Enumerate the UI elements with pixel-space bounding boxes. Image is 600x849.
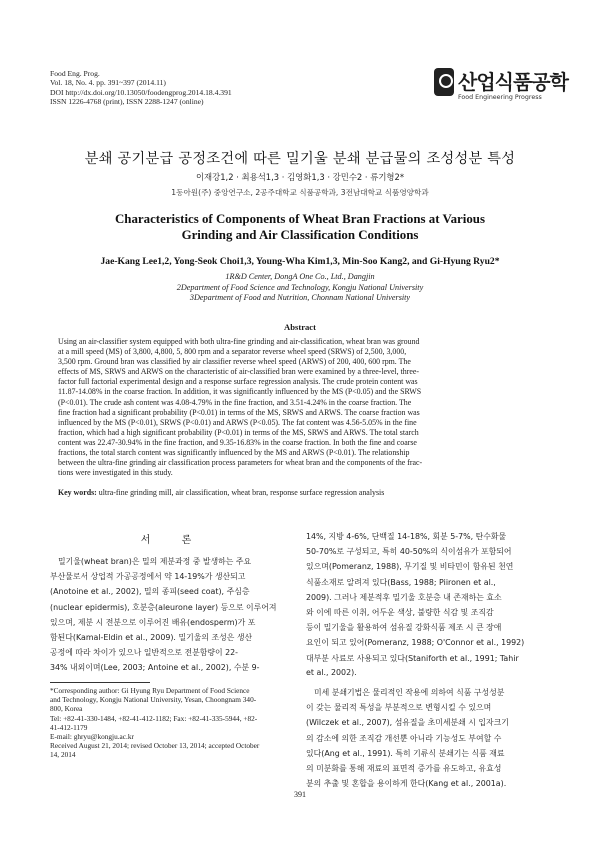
journal-meta xyxy=(50,69,232,107)
paragraph-line: 있으며(Pomeranz, 1988), 무기질 및 비타민이 함유된 천연 xyxy=(306,562,514,572)
abstract-line: 3,500 rpm. Ground bran was classified by air classifier reverse wheel speed (ARWS) of 200, 400, 600 rpm. The xyxy=(58,357,411,367)
abstract-line: between the ultra-fine grinding air classification process parameters for wheat bran and the components of the frac- xyxy=(58,458,423,468)
title-line: Characteristics of Components of Wheat Bran Fractions at Various xyxy=(115,212,485,226)
journal-issn: ISSN 1226-4768 (print), ISSN 2288-1247 (online) xyxy=(50,97,204,107)
affiliation-line: 3Department of Food and Nutrition, Chonnam National University xyxy=(189,293,411,303)
paragraph-line: 부산물로서 상업적 가공공정에서 약 14-19%가 생산되고 xyxy=(50,572,246,582)
page-number: 391 xyxy=(294,790,306,799)
paragraph-line: 식품소재로 알려져 있다(Bass, 1988; Piironen et al., xyxy=(306,577,496,587)
section-heading-introduction: 서 론 xyxy=(140,535,206,546)
abstract-line: factor full factorial experimental design and a response surface regression analysis. The crude protein content was xyxy=(58,377,418,387)
abstract-line: tions were investigated in this study. xyxy=(58,468,173,478)
affiliations-english xyxy=(0,272,600,304)
paragraph-line: 분의 추출 및 혼합을 용이하게 한다(Kang et al., 2001a). xyxy=(306,779,507,789)
paper-title-english xyxy=(0,211,600,243)
paragraph-line: 이 갖는 물리적 특성을 부분적으로 변형시킬 수 있으며 xyxy=(306,703,492,713)
authors-korean: 이재강1,2 · 최용석1,3 · 김영화1,3 · 강민수2 · 류기형2* xyxy=(195,172,405,182)
paragraph-line: 미세 분쇄기법은 물리적인 작용에 의하여 식품 구성성분 xyxy=(314,688,505,697)
footnote-line: 14, 2014 xyxy=(50,750,76,760)
paragraph-line: 의 감소에 의한 조직감 개선뿐 아니라 기능성도 부여할 수 xyxy=(306,733,502,743)
footnote-line: 800, Korea xyxy=(50,704,83,714)
abstract-line: fraction, which had a high significant probability (P<0.01) in terms of the MS, SRWS and ARWS. The total starch xyxy=(58,427,419,437)
journal-volume: Vol. 18, No. 4. pp. 391~397 (2014.11) xyxy=(50,78,166,88)
paragraph-line: 14%, 지방 4-6%, 단백질 14-18%, 회분 5-7%, 탄수화물 xyxy=(306,532,507,541)
abstract-line: at a mill speed (MS) of 3,800, 4,800, 5, 800 rpm and a separator reverse wheel speed (SRWS) of 2,500, 3,000, xyxy=(58,347,407,357)
abstract-line: influenced by the MS (P<0.01), SRWS (P<0.01) and ARWS (P<0.05). The fat content was 4.56-5.05% in the fine xyxy=(58,417,417,427)
paragraph-line: (Wilczek et al., 2007), 섬유질을 초미세분쇄 시 입자크기 xyxy=(306,718,509,728)
paragraph-line: 있으며, 제분 시 전분으로 이루어진 배유(endosperm)가 포 xyxy=(50,617,256,627)
footnote-line: and Technology, Kongju National University, Yesan, Choongnam 340- xyxy=(50,695,257,705)
keywords xyxy=(58,488,542,497)
paragraph-line: 공정에 따라 차이가 있으나 일반적으로 전분함량이 22- xyxy=(50,648,239,658)
abstract-line: (P<0.01). The crude ash content was 4.08-4.79% in the fine fraction, and 3.51-4.24% in the coarse fraction. The xyxy=(58,397,412,407)
paragraph-line: 밀기울(wheat bran)은 밀의 제분과정 중 발생하는 주요 xyxy=(58,557,252,566)
title-line: Grinding and Air Classification Conditions xyxy=(181,228,419,242)
paragraph-line: 와 이에 따른 이취, 어두운 색상, 불량한 식감 및 조직감 xyxy=(306,608,494,617)
corresponding-author-footnote xyxy=(50,686,296,760)
footnote-line: E-mail: ghryu@kongju.ac.kr xyxy=(50,732,134,742)
abstract-line: fractions, the total starch content was significantly influenced by the MS and ARWS (P<0.01). The relationship xyxy=(58,448,410,458)
paragraph-line: 있다(Ang et al., 1991). 특히 기류식 분쇄기는 식품 재료 xyxy=(306,748,505,758)
footnote-line: *Corresponding author: Gi Hyung Ryu Department of Food Science xyxy=(50,686,250,695)
abstract-line: fine fraction had a significant probability (P<0.01) in terms of the MS, SRWS and ARWS. The coarse fraction was xyxy=(58,407,420,417)
paragraph-line: 대부분 사료로 사용되고 있다(Staniforth et al., 1991; Tahir xyxy=(306,653,519,663)
footnote-line: Tel: +82-41-330-1484, +82-41-412-1182; Fax: +82-41-335-5944, +82- xyxy=(50,713,258,723)
paragraph-line: 50-70%로 구성되고, 특히 40-50%의 식이섬유가 포함되어 xyxy=(306,547,512,557)
footnote-divider xyxy=(50,682,150,683)
paragraph-line: et al., 2002). xyxy=(306,667,357,677)
abstract-line: Using an air-classifier system equipped with both ultra-fine grinding and air-classification, wheat bran was ground xyxy=(58,337,420,346)
paragraph-line: 의 미분화를 통해 재료의 표면적 증가를 유도하고, 유효성 xyxy=(306,764,502,773)
paragraph-line: (nuclear epidermis), 호분층(aleurone layer) 등으로 이루어져 xyxy=(50,602,277,612)
keywords-text: ultra-fine grinding mill, air classification, wheat bran, response surface regression analysis xyxy=(98,488,385,497)
paragraph-line: (Anotoine et al., 2002), 밀의 종피(seed coat), 주심층 xyxy=(50,587,250,597)
affiliation-line: 2Department of Food Science and Technology, Kongju National University xyxy=(176,282,424,292)
journal-name: Food Eng. Prog. xyxy=(50,69,100,78)
keywords-label: Key words: xyxy=(58,488,97,497)
journal-doi: DOI http://dx.doi.org/10.13050/foodengprog.2014.18.4.391 xyxy=(50,87,232,97)
footnote-line: Received August 21, 2014; revised October 13, 2014; accepted October xyxy=(50,741,260,751)
paragraph-line: 요인이 되고 있어(Pomeranz, 1988; O'Connor et al., 1992) xyxy=(306,638,525,648)
affiliation-line: 1R&D Center, DongA One Co., Ltd., Dangjin xyxy=(225,272,375,281)
affiliations-korean: 1동아원(주) 중앙연구소, 2공주대학교 식품공학과, 3전남대학교 식품영양학과 xyxy=(171,188,429,197)
journal-logo-text: 산업식품공학 xyxy=(458,70,568,94)
paragraph-line: 함된다(Kamal-Eldin et al., 2009). 밀기울의 조성은 생산 xyxy=(50,633,253,642)
abstract-body xyxy=(58,337,542,478)
journal-logo-subtitle: Food Engineering Progress xyxy=(458,94,542,101)
paragraph-line: 34% 내외이며(Lee, 2003; Antoine et al., 2002), 수분 9- xyxy=(50,663,260,673)
authors-english: Jae-Kang Lee1,2, Yong-Seok Choi1,3, Young-Wha Kim1,3, Min-Soo Kang2, and Gi-Hyung Ryu2* xyxy=(100,256,500,267)
paragraph-line: 2009). 그러나 제분적후 밀기울 호분층 내 존재하는 효소 xyxy=(306,592,502,602)
paper-title-korean: 분쇄 공기분급 공정조건에 따른 밀기울 분쇄 분급물의 조성성분 특성 xyxy=(84,151,516,167)
abstract-heading: Abstract xyxy=(284,322,316,332)
abstract-line: 11.87-14.08% in the coarse fraction. In addition, it was significantly influenced by the MS (P<0.05) and the SRWS xyxy=(58,387,422,397)
footnote-line: 41-412-1179 xyxy=(50,722,88,732)
paragraph-line: 등이 밀기울을 활용하여 섬유질 강화식품 제조 시 큰 장애 xyxy=(306,623,502,633)
abstract-line: effects of MS, SRWS and ARWS on the characteristic of air-classified bran were examined by a three-level, three- xyxy=(58,367,420,377)
journal-emblem-icon xyxy=(434,68,454,96)
journal-logo xyxy=(434,66,568,108)
abstract-line: content was 22.47-30.94% in the fine fraction, and 9.35-16.83% in the coarse fraction. In both the fine and coarse xyxy=(58,437,417,447)
